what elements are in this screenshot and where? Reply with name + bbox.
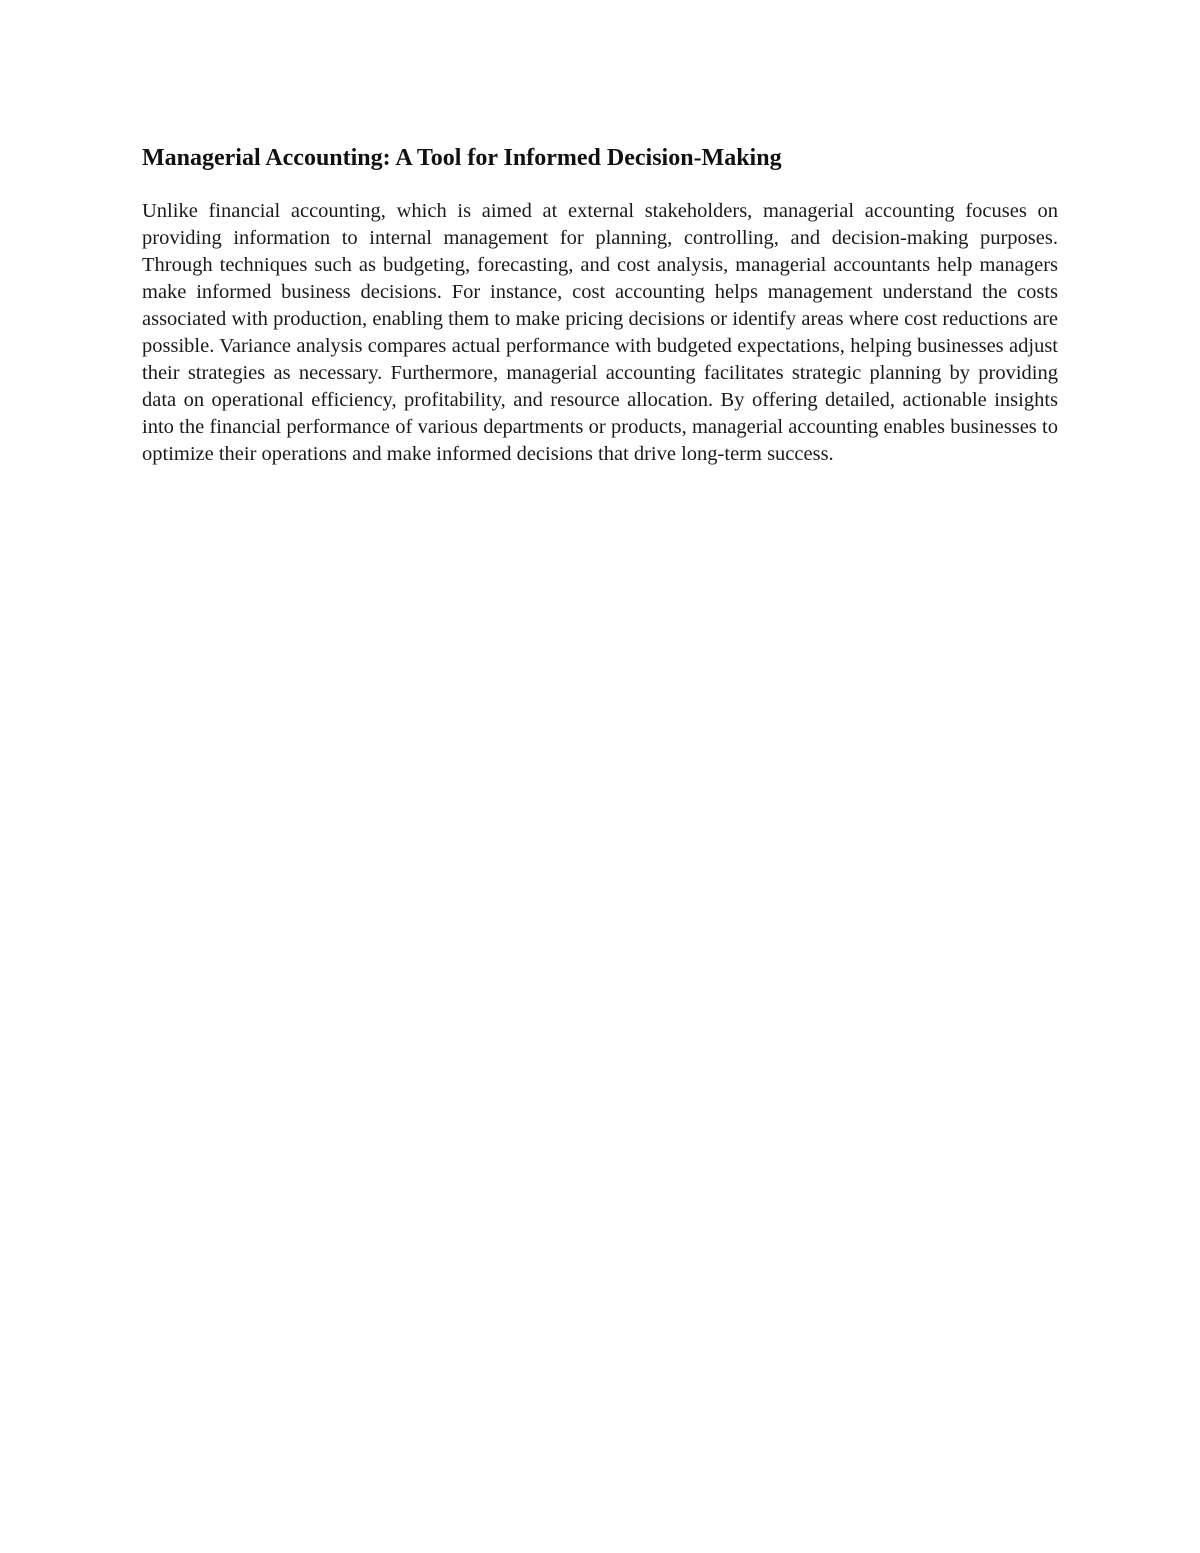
document-paragraph: Unlike financial accounting, which is aimed at external stakeholders, managerial accounting focuses on providing information to internal management for planning, controlling, and decision-making purposes. Through techniques such as budgeting, forecasting, and cost analysis, managerial accountants help managers make informed business decisions. For instance, cost accounting helps management understand the costs associated with production, enabling them to make pricing decisions or identify areas where cost reductions are possible. Variance analysis compares actual performance with budgeted expectations, helping businesses adjust their strategies as necessary. Furthermore, managerial accounting facilitates strategic planning by providing data on operational efficiency, profitability, and resource allocation. By offering detailed, actionable insights into the financial performance of various departments or products, managerial accounting enables businesses to optimize their operations and make informed decisions that drive long-term success.: [142, 200, 1058, 465]
document-content: [142, 143, 1058, 468]
document-title: Managerial Accounting: A Tool for Informed Decision-Making: [142, 145, 782, 171]
